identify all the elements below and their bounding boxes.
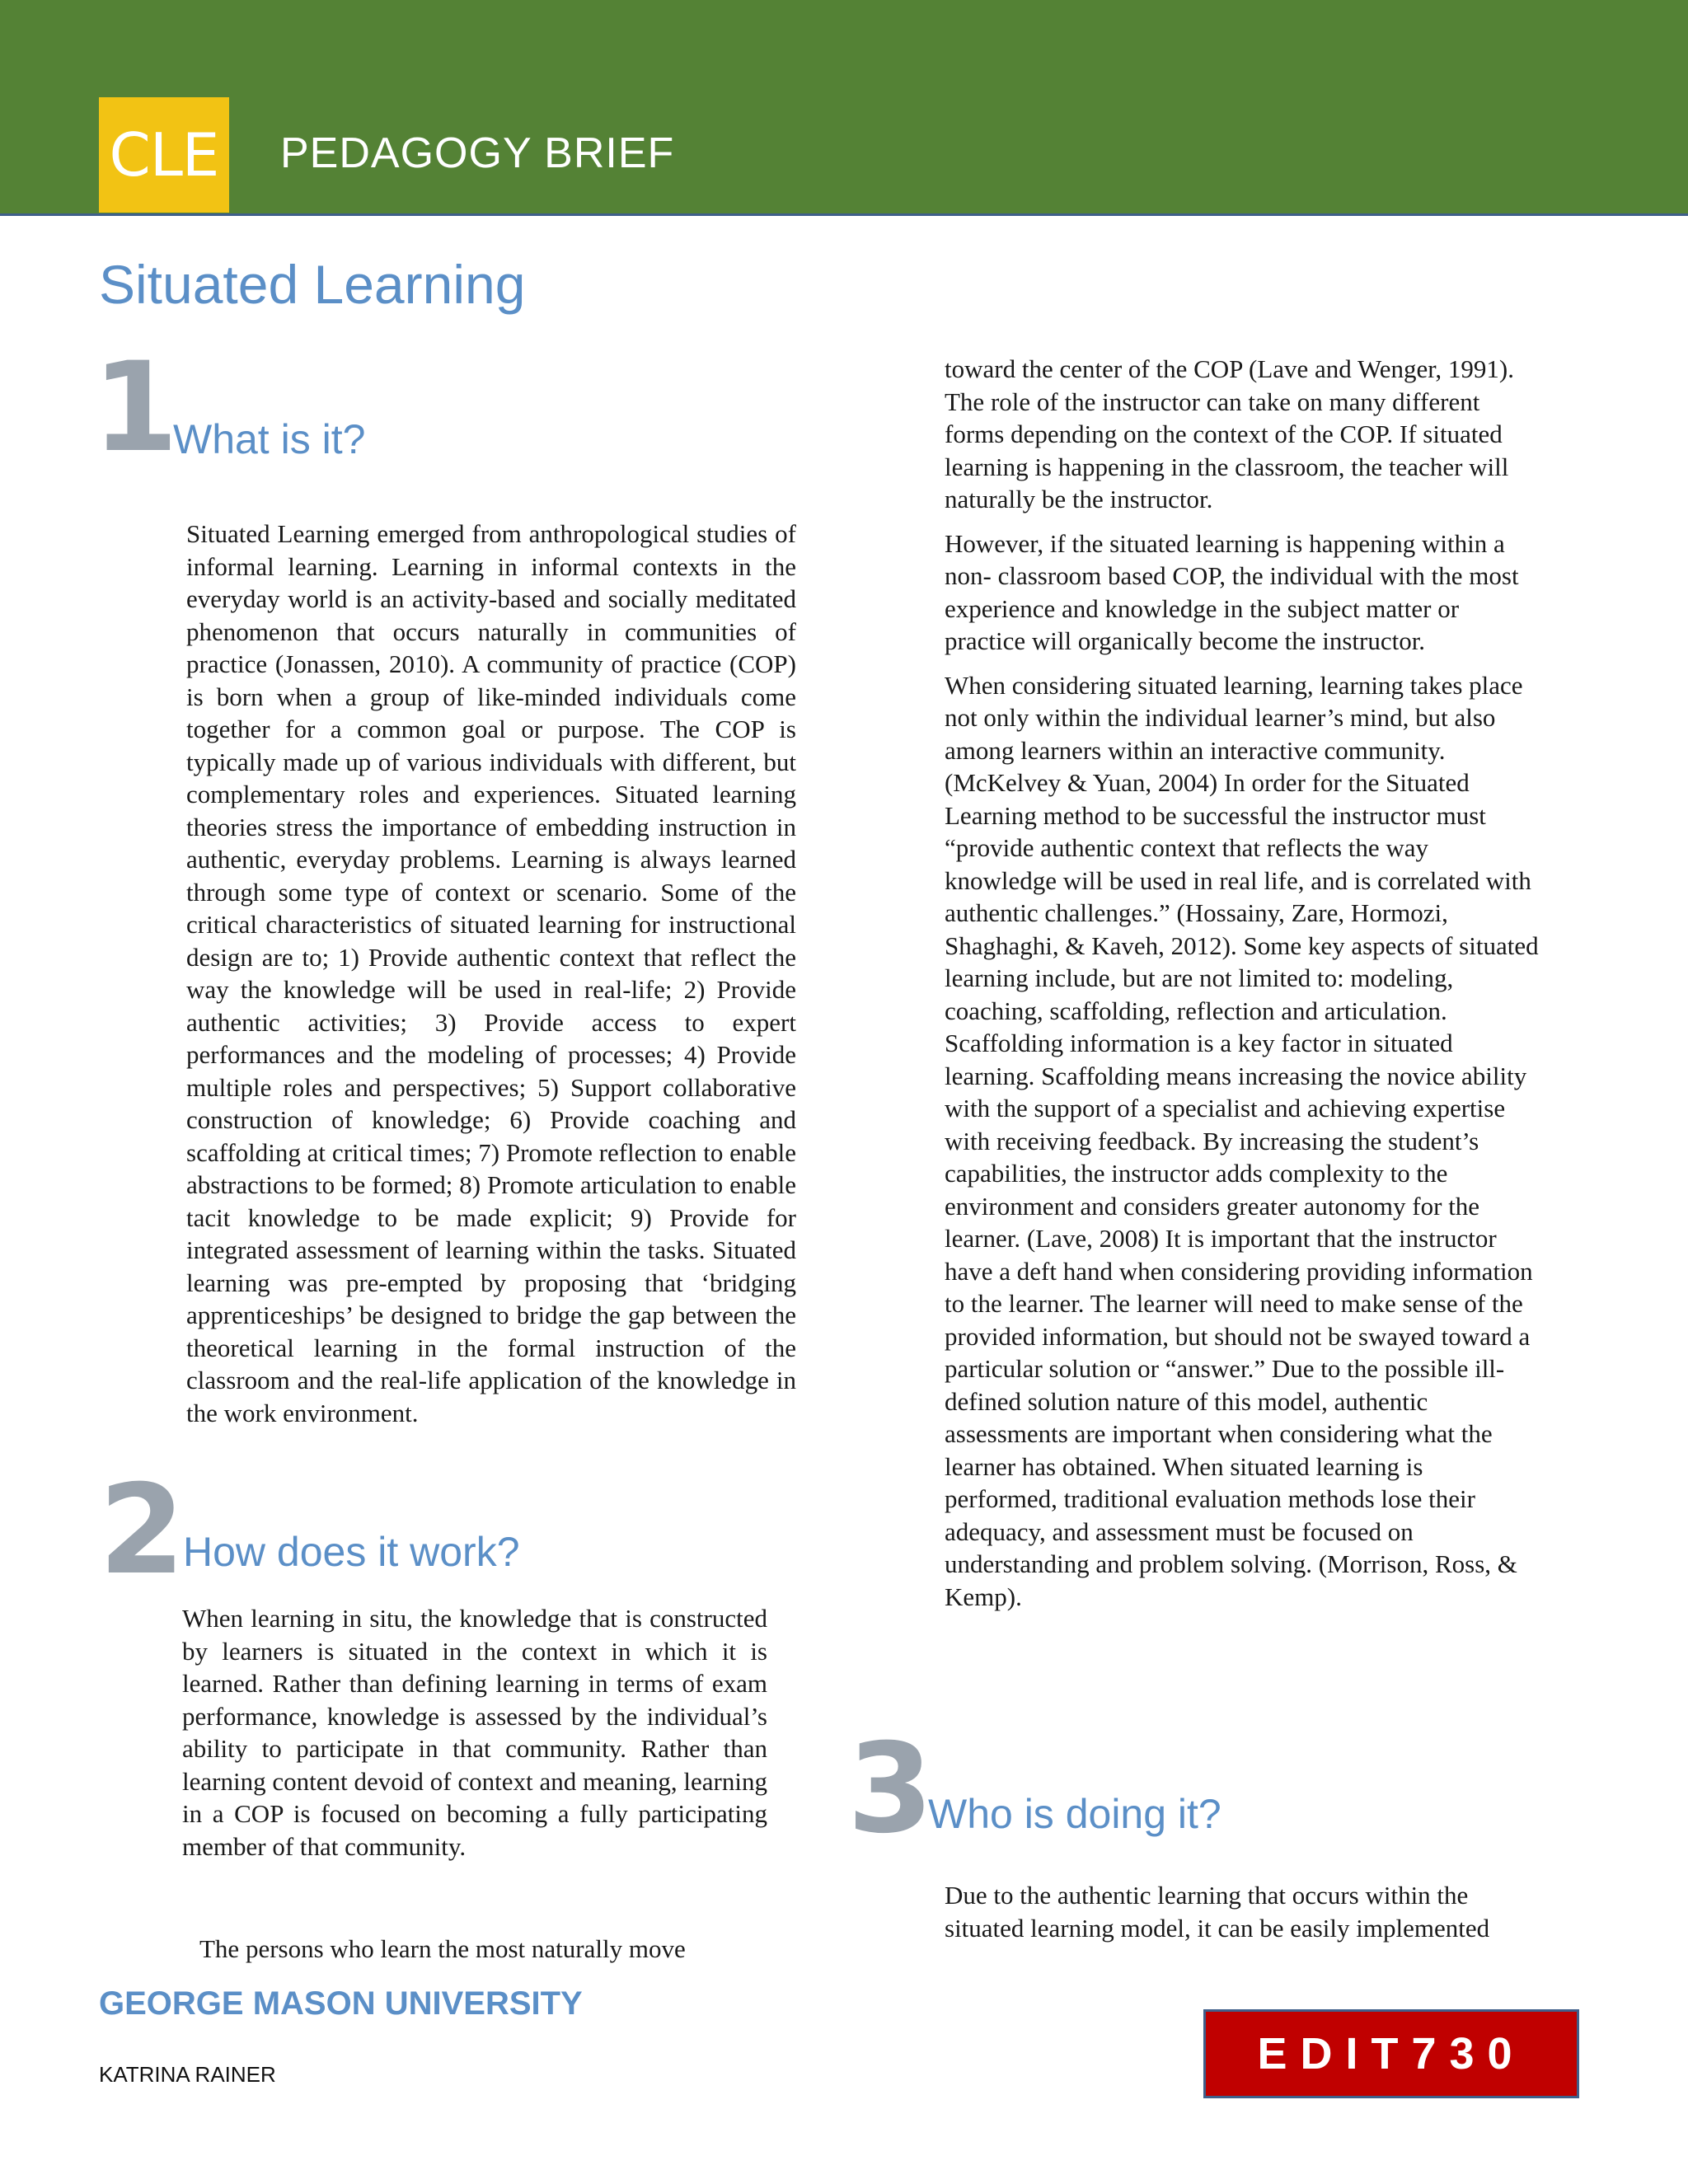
section-2-number: 2 <box>99 1459 182 1602</box>
continued-paragraph-2: However, if the situated learning is happening within a non- classroom based COP, the individual with the most experience and knowledge in the subject matter or practice will organically become the instructor. <box>945 528 1519 655</box>
section-2-body <box>182 1602 767 1863</box>
brief-label: PEDAGOGY BRIEF <box>280 129 675 177</box>
section-3-number: 3 <box>847 1718 931 1861</box>
right-column-continued <box>945 353 1540 1613</box>
section-1-number: 1 <box>92 336 176 480</box>
section-2-paragraph: When learning in situ, the knowledge that is constructed by learners is situated in the context in which it is learned. Rather than defining learning in terms of exam performance, knowledge is assessed by the individual’s ability to participate in that community. Rather than learning content devoid of context and meaning, learning in a COP is focused on becoming a fully participating member of that community. <box>182 1604 767 1861</box>
page-title: Situated Learning <box>99 254 526 315</box>
university-name: GEORGE MASON UNIVERSITY <box>99 1985 583 2022</box>
continued-paragraph-1: toward the center of the COP (Lave and Wenger, 1991). The role of the instructor can take on many different forms depending on the context of the COP. If situated learning is happening in the classroom, the teacher will naturally be the instructor. <box>945 354 1514 513</box>
section-2-heading: How does it work? <box>183 1529 520 1575</box>
course-badge: EDIT730 <box>1203 2009 1579 2098</box>
header-banner <box>0 0 1688 216</box>
section-1-heading: What is it? <box>173 416 366 462</box>
author-name: KATRINA RAINER <box>99 2062 276 2087</box>
continued-paragraph-3: When considering situated learning, learning takes place not only within the individual learner’s mind, but also among learners within an interactive community. (McKelvey & Yuan, 2004) In order for the Situated Learning method to be successful the instructor must “provide authentic context that reflects the way knowledge will be used in real life, and is correlated with authentic challenges.” (Hossainy, Zare, Hormozi, Shaghaghi, & Kaveh, 2012). Some key aspects of situated learning include, but are not limited to: modeling, coaching, scaffolding, reflection and articulation. Scaffolding information is a key factor in situated learning. Scaffolding means increasing the novice ability with the support of a specialist and achieving expertise with receiving feedback. By increasing the student’s capabilities, the instructor adds complexity to the environment and considers greater autonomy for the learner. (Lave, 2008) It is important that the instructor have a deft hand when considering providing information to the learner. The learner will need to make sense of the provided information, but should not be swayed toward a particular solution or “answer.” Due to the possible ill-defined solution nature of this model, authentic assessments are important when considering what the learner has obtained. When situated learning is performed, traditional evaluation methods lose their adequacy, and assessment must be focused on understanding and problem solving. (Morrison, Ross, & Kemp). <box>945 670 1539 1611</box>
section-1-body <box>186 518 796 1429</box>
cle-logo: CLE <box>99 97 229 213</box>
section-2-paragraph-2: The persons who learn the most naturally move <box>199 1934 686 1963</box>
section-2-trailing-line <box>199 1933 776 1966</box>
section-1-paragraph: Situated Learning emerged from anthropological studies of informal learning. Learning in informal contexts in the everyday world is an activity-based and socially meditated phenomenon that occurs naturally in communities of practice (Jonassen, 2010). A community of practice (COP) is born when a group of like-minded individuals come together for a common goal or purpose. The COP is typically made up of various individuals with different, but complementary roles and experiences. Situated learning theories stress the importance of embedding instruction in authentic, everyday problems. Learning is always learned through some type of context or scenario. Some of the critical characteristics of situated learning for instructional design are to; 1) Provide authentic context that reflect the way the knowledge will be used in real-life; 2) Provide authentic activities; 3) Provide access to expert performances and the modeling of processes; 4) Provide multiple roles and perspectives; 5) Support collaborative construction of knowledge; 6) Provide coaching and scaffolding at critical times; 7) Promote reflection to enable abstractions to be formed; 8) Promote articulation to enable tacit knowledge to be made explicit; 9) Provide for integrated assessment of learning within the tasks. Situated learning was pre-empted by proposing that ‘bridging apprenticeships’ be designed to bridge the gap between the theoretical learning in the formal instruction of the classroom and the real-life application of the knowledge in the work environment. <box>186 519 796 1427</box>
section-3-body <box>945 1879 1540 1944</box>
section-3-paragraph: Due to the authentic learning that occurs within the situated learning model, it can be easily implemented <box>945 1881 1490 1943</box>
section-3-heading: Who is doing it? <box>928 1791 1221 1837</box>
